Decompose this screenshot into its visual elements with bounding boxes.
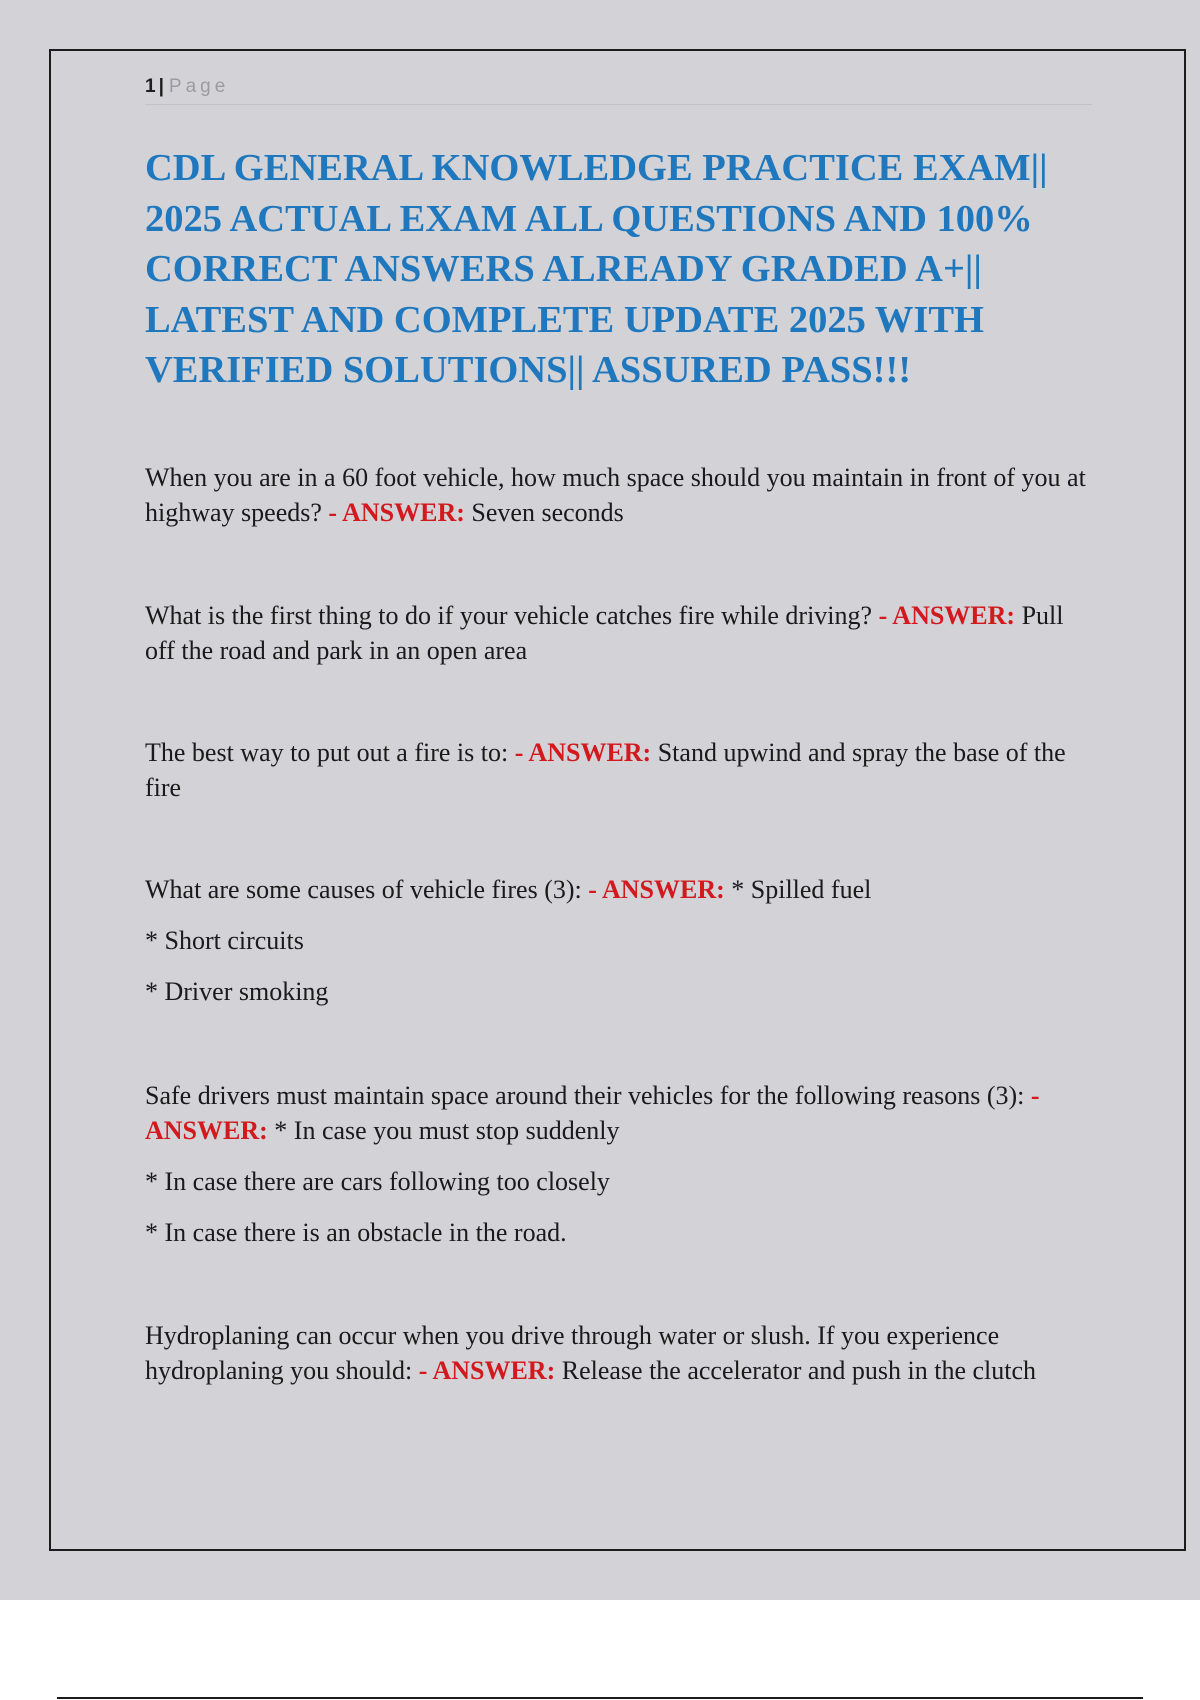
qa-item bbox=[145, 872, 1095, 1009]
answer-label: - ANSWER: bbox=[514, 738, 652, 767]
qa-item bbox=[145, 460, 1095, 530]
list-item: * Short circuits bbox=[145, 926, 304, 955]
answer-label: - ANSWER: bbox=[145, 1081, 1040, 1145]
question-text: When you are in a 60 foot vehicle, how much space should you maintain in front of you at highway speeds? bbox=[145, 463, 1086, 527]
footer-divider bbox=[57, 1697, 1143, 1699]
answer-label: - ANSWER: bbox=[418, 1356, 556, 1385]
answer-text: Stand upwind and spray the base of the fire bbox=[145, 738, 1066, 802]
question-text: What is the first thing to do if your vehicle catches fire while driving? bbox=[145, 601, 873, 630]
answer-label: - ANSWER: bbox=[878, 601, 1016, 630]
document-title: CDL GENERAL KNOWLEDGE PRACTICE EXAM|| 2025 ACTUAL EXAM ALL QUESTIONS AND 100% CORRECT ANSWERS ALREADY GRADED A+|| LATEST AND COMPLETE UPDATE 2025 WITH VERIFIED SOLUTIONS|| ASSURED PASS!!! bbox=[145, 147, 1048, 391]
answer-text: Seven seconds bbox=[471, 498, 624, 527]
qa-item bbox=[145, 1078, 1095, 1250]
qa-item bbox=[145, 598, 1095, 668]
page-label: Page bbox=[168, 76, 230, 97]
question-text: Hydroplaning can occur when you drive through water or slush. If you experience hydroplaning you should: bbox=[145, 1321, 1000, 1385]
answer-text: Release the accelerator and push in the clutch bbox=[561, 1356, 1037, 1385]
question-text: What are some causes of vehicle fires (3): bbox=[145, 875, 582, 904]
qa-paragraph bbox=[145, 1318, 1095, 1388]
answer-text: * In case you must stop suddenly bbox=[274, 1116, 620, 1145]
answer-label: - ANSWER: bbox=[588, 875, 725, 904]
question-text: The best way to put out a fire is to: bbox=[145, 738, 509, 767]
header-separator: | bbox=[158, 76, 164, 97]
list-item: * In case there is an obstacle in the road. bbox=[145, 1218, 567, 1247]
page-number: 1 bbox=[145, 76, 156, 97]
qa-paragraph bbox=[145, 735, 1095, 805]
list-item: * In case there are cars following too closely bbox=[145, 1167, 610, 1196]
answer-text: * Spilled fuel bbox=[731, 875, 872, 904]
page-header bbox=[145, 74, 1092, 105]
qa-item bbox=[145, 735, 1095, 805]
list-item: * Driver smoking bbox=[145, 977, 329, 1006]
qa-paragraph bbox=[145, 460, 1095, 530]
qa-item bbox=[145, 1318, 1095, 1388]
answer-text: Pull off the road and park in an open area bbox=[145, 601, 1064, 665]
qa-paragraph bbox=[145, 872, 1095, 907]
qa-paragraph bbox=[145, 1078, 1095, 1148]
question-text: Safe drivers must maintain space around their vehicles for the following reasons (3): bbox=[145, 1081, 1025, 1110]
qa-paragraph bbox=[145, 598, 1095, 668]
answer-label: - ANSWER: bbox=[328, 498, 465, 527]
